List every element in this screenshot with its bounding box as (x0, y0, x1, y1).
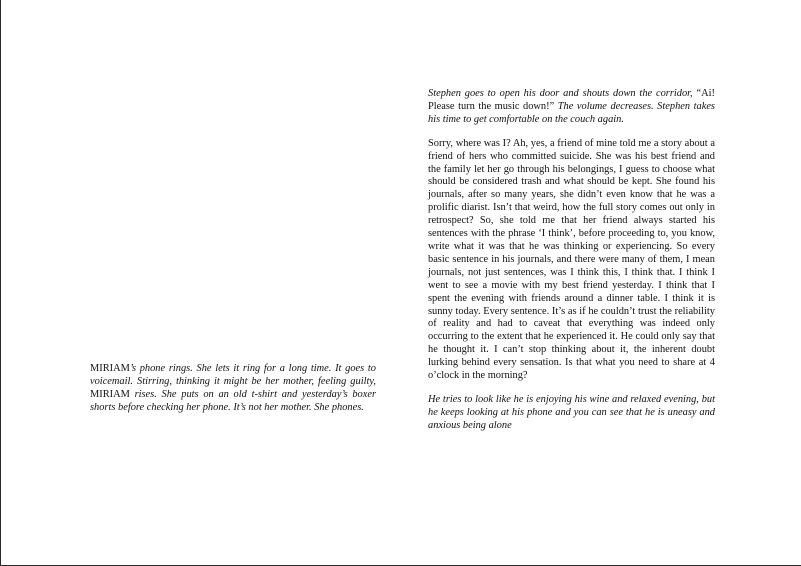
stage-direction-text: ’s phone rings. She lets it ring for a long time. It goes to voicemail. Stirring, thinking it might be her mother, feeling guilty, (90, 363, 376, 387)
stage-direction-miriam (90, 363, 376, 415)
stage-direction-stephen-door (428, 88, 715, 127)
stage-direction-text: Stephen goes to open his door and shouts down the corridor, (428, 88, 693, 99)
stage-direction-stephen-phone: He tries to look like he is enjoying his wine and relaxed evening, but he keeps looking at his phone and you can see that he is uneasy and anxious being alone (428, 393, 715, 431)
stephen-monologue: Sorry, where was I? Ah, yes, a friend of mine told me a story about a friend of hers who committed suicide. She was his best friend and the family let her go through his belongings, I guess to choose what should be considered trash and what should be kept. She found his journals, after so many years, she didn’t even know that he was a prolific diarist. Isn’t that weird, how the full story comes out only in retrospect? So, she told me that her friend always started his sentences with the phrase ‘I think’, before proceeding to, you know, write what it was that he was thinking or experiencing. So every basic sentence in his journals, and there were many of them, I mean journals, not just sentences, was I think this, I think that. I think I went to see a movie with my best friend yesterday. I think that I spent the evening with friends around a dinner table. I think it is sunny today. Every sentence. It’s as if he couldn’t trust the reliability of reality and had to caveat that everything was indeed only occurring to the extent that he experienced it. He could only say that he thought it. I can’t stop thinking about it, the inherent doubt lurking behind every sensation. Is that what you need to share at 4 o’clock in the morning? (428, 137, 715, 382)
character-name-miriam: MIRIAM (90, 388, 130, 400)
character-name-miriam: MIRIAM (90, 363, 130, 374)
stage-direction-text: rises. She puts on an old t-shirt and yesterday’s boxer shorts before checking her phone. It’s not her mother. She phones. (90, 388, 376, 413)
dialogue-quote: “Ai! Please turn the music down!” (428, 88, 715, 112)
right-page (428, 88, 715, 433)
left-page (90, 363, 376, 415)
stage-direction-text: The volume decreases. Stephen takes his time to get comfortable on the couch again. (428, 100, 715, 125)
